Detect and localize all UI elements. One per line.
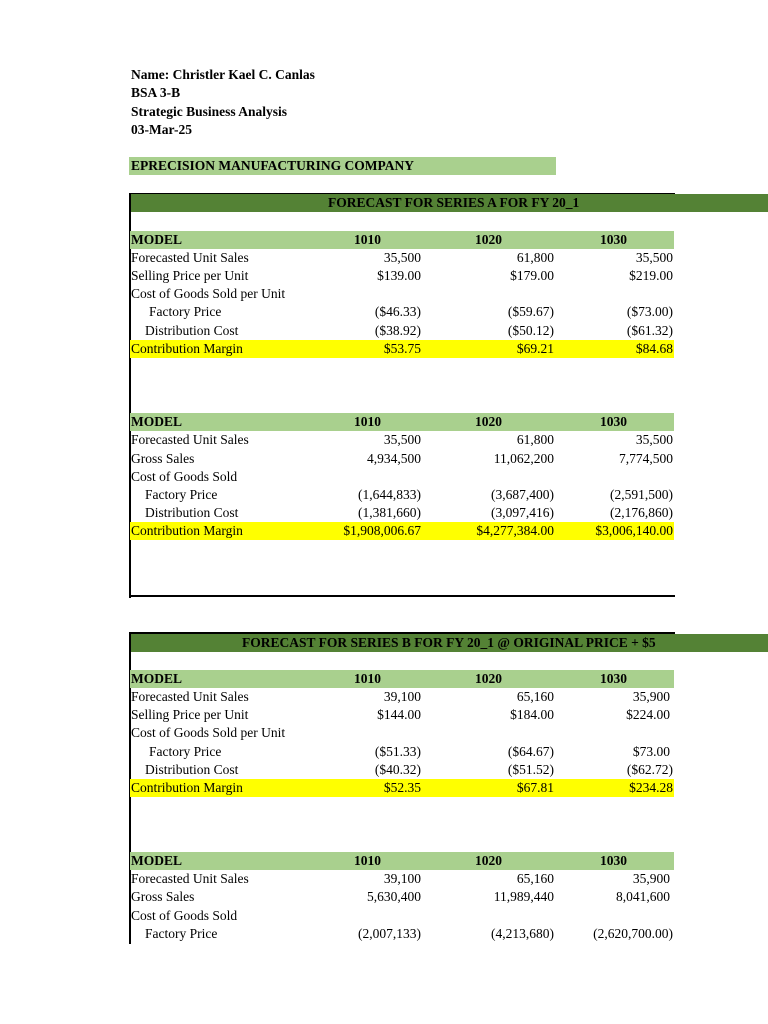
cell-1010: $144.00: [377, 707, 421, 722]
table-header-row: [130, 670, 674, 688]
cell-1030: (2,620,700.00): [593, 926, 673, 941]
row-label: Cost of Goods Sold per Unit: [131, 286, 286, 301]
cell-1030: 35,500: [635, 432, 673, 447]
cell-1010: ($40.32): [374, 762, 421, 777]
row-label: Contribution Margin: [131, 523, 243, 538]
cell-1010: ($51.33): [374, 744, 421, 759]
cell-1020: ($64.67): [507, 744, 554, 759]
cell-1020: (3,097,416): [491, 505, 554, 520]
series-a-title: FORECAST FOR SERIES A FOR FY 20_1: [328, 195, 580, 210]
table-row: [130, 450, 674, 468]
cell-1020: ($51.52): [507, 762, 554, 777]
header-col-1020: 1020: [475, 232, 502, 247]
row-label: Gross Sales: [131, 889, 195, 904]
row-label: Selling Price per Unit: [131, 707, 249, 722]
table-row: [130, 504, 674, 522]
cell-1030: $3,006,140.00: [595, 523, 673, 538]
table-header-row: [130, 413, 674, 431]
table-row: [130, 925, 674, 943]
row-label: Contribution Margin: [131, 780, 243, 795]
cell-1020: $69.21: [516, 341, 554, 356]
row-label: Distribution Cost: [145, 762, 239, 777]
cell-1030: $73.00: [632, 744, 670, 759]
header-col-1030: 1030: [600, 232, 627, 247]
cell-1020: ($59.67): [507, 304, 554, 319]
report-date: 03-Mar-25: [131, 122, 192, 137]
table-row: [130, 688, 674, 706]
row-label: Selling Price per Unit: [131, 268, 249, 283]
cell-1010: $52.35: [383, 780, 421, 795]
row-label: Gross Sales: [131, 451, 195, 466]
cell-1020: (3,687,400): [491, 487, 554, 502]
cell-1020: $184.00: [510, 707, 554, 722]
table-row: [130, 907, 674, 925]
contribution-margin-row: [130, 779, 674, 797]
row-label: Forecasted Unit Sales: [131, 689, 249, 704]
cell-1010: 4,934,500: [367, 451, 421, 466]
cell-1010: 35,500: [383, 432, 421, 447]
cell-1030: 35,900: [632, 871, 670, 886]
cell-1030: 35,500: [635, 250, 673, 265]
cell-1010: $139.00: [377, 268, 421, 283]
row-label: Cost of Goods Sold: [131, 469, 238, 484]
header-col-1010: 1010: [354, 232, 381, 247]
series-b-title: FORECAST FOR SERIES B FOR FY 20_1 @ ORIGINAL PRICE + $5: [242, 635, 656, 650]
cell-1010: ($38.92): [374, 323, 421, 338]
table-row: [130, 761, 674, 779]
cell-1010: $53.75: [383, 341, 421, 356]
header-col-1010: 1010: [354, 671, 381, 686]
table-row: [130, 322, 674, 340]
cell-1030: 7,774,500: [619, 451, 673, 466]
cell-1020: 11,989,440: [493, 889, 554, 904]
series-b-title-bar: [131, 634, 768, 652]
row-label: Distribution Cost: [145, 323, 239, 338]
cell-1010: (1,644,833): [358, 487, 421, 502]
header-col-1030: 1030: [600, 671, 627, 686]
cell-1010: (1,381,660): [358, 505, 421, 520]
row-label: Factory Price: [149, 744, 222, 759]
row-label: Cost of Goods Sold per Unit: [131, 725, 286, 740]
row-label: Contribution Margin: [131, 341, 243, 356]
table-row: [130, 724, 674, 742]
header-model: MODEL: [131, 414, 183, 429]
cell-1030: $84.68: [635, 341, 673, 356]
row-label: Forecasted Unit Sales: [131, 871, 249, 886]
student-name: Name: Christler Kael C. Canlas: [131, 67, 315, 82]
course-name: Strategic Business Analysis: [131, 104, 288, 119]
cell-1030: (2,176,860): [610, 505, 673, 520]
cell-1020: 61,800: [516, 432, 554, 447]
header-col-1020: 1020: [475, 671, 502, 686]
cell-1010: 39,100: [383, 689, 421, 704]
cell-1030: (2,591,500): [610, 487, 673, 502]
header-col-1010: 1010: [354, 853, 381, 868]
cell-1030: 35,900: [632, 689, 670, 704]
cell-1020: (4,213,680): [491, 926, 554, 941]
cell-1020: 65,160: [516, 871, 554, 886]
cell-1010: ($46.33): [374, 304, 421, 319]
header-col-1010: 1010: [354, 414, 381, 429]
cell-1010: 35,500: [383, 250, 421, 265]
table-row: [130, 431, 674, 449]
company-name: EPRECISION MANUFACTURING COMPANY: [129, 157, 556, 175]
series-a-title-bar: [131, 194, 768, 212]
cell-1010: $1,908,006.67: [343, 523, 421, 538]
row-label: Factory Price: [145, 487, 218, 502]
student-section: BSA 3-B: [131, 85, 181, 100]
row-label: Factory Price: [145, 926, 218, 941]
row-label: Distribution Cost: [145, 505, 239, 520]
table-row: [130, 267, 674, 285]
header-col-1020: 1020: [475, 414, 502, 429]
cell-1030: ($73.00): [626, 304, 673, 319]
row-label: Cost of Goods Sold: [131, 908, 238, 923]
contribution-margin-row: [130, 522, 674, 540]
table-row: [130, 870, 674, 888]
cell-1030: $224.00: [626, 707, 670, 722]
table-row: [130, 303, 674, 321]
cell-1030: ($61.32): [626, 323, 673, 338]
header-col-1030: 1030: [600, 853, 627, 868]
table-row: [130, 486, 674, 504]
cell-1010: 39,100: [383, 871, 421, 886]
header-model: MODEL: [131, 853, 183, 868]
row-label: Forecasted Unit Sales: [131, 432, 249, 447]
header-model: MODEL: [131, 232, 183, 247]
cell-1030: ($62.72): [626, 762, 673, 777]
header-col-1020: 1020: [475, 853, 502, 868]
cell-1020: ($50.12): [507, 323, 554, 338]
row-label: Forecasted Unit Sales: [131, 250, 249, 265]
row-label: Factory Price: [149, 304, 222, 319]
contribution-margin-row: [130, 340, 674, 358]
cell-1020: $179.00: [510, 268, 554, 283]
cell-1020: $4,277,384.00: [476, 523, 554, 538]
cell-1010: 5,630,400: [367, 889, 421, 904]
cell-1020: 11,062,200: [493, 451, 554, 466]
cell-1030: 8,041,600: [616, 889, 670, 904]
table-row: [130, 706, 674, 724]
series-a-bottom-border: [129, 595, 675, 597]
table-row: [130, 249, 674, 267]
cell-1010: (2,007,133): [358, 926, 421, 941]
table-header-row: [130, 852, 674, 870]
cell-1020: 61,800: [516, 250, 554, 265]
table-row: [130, 743, 674, 761]
cell-1030: $234.28: [629, 780, 673, 795]
cell-1030: $219.00: [629, 268, 673, 283]
header-model: MODEL: [131, 671, 183, 686]
cell-1020: 65,160: [516, 689, 554, 704]
table-header-row: [130, 231, 674, 249]
header-col-1030: 1030: [600, 414, 627, 429]
table-row: [130, 888, 674, 906]
cell-1020: $67.81: [516, 780, 554, 795]
table-row: [130, 285, 674, 303]
table-row: [130, 468, 674, 486]
